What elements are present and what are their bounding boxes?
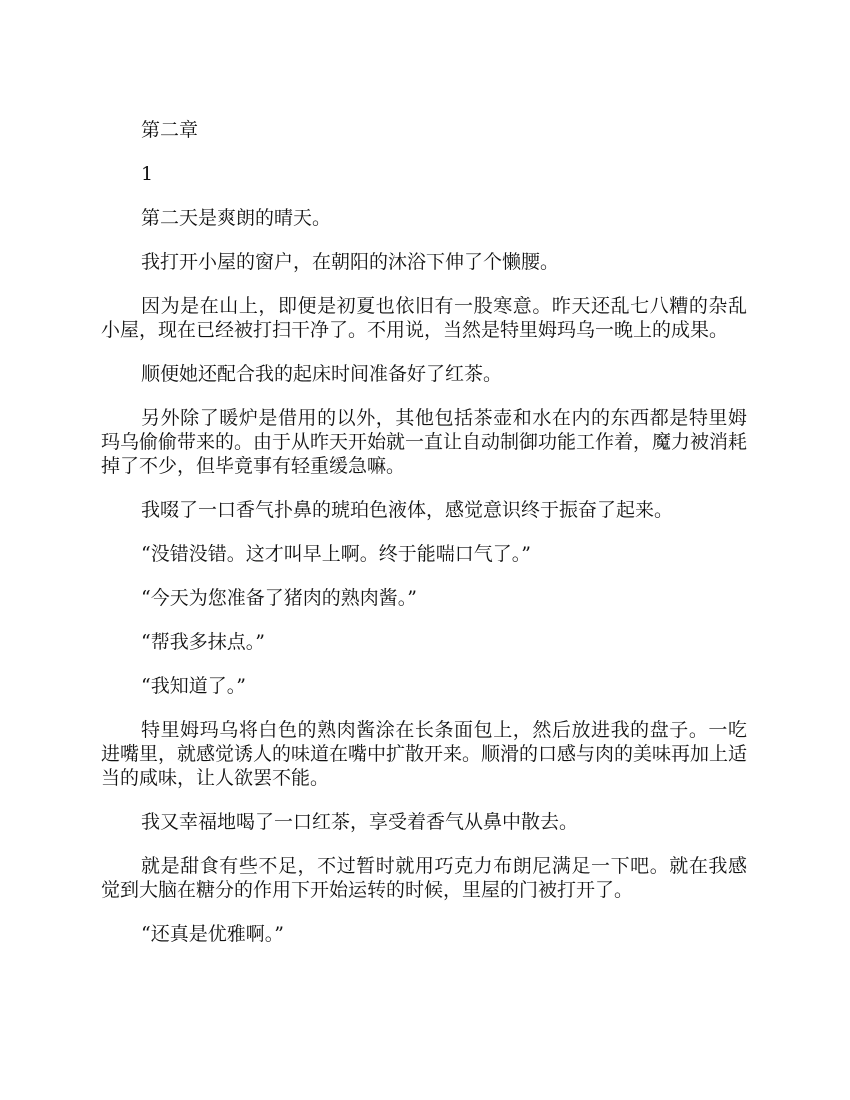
- paragraph: 因为是在山上，即便是初夏也依旧有一股寒意。昨天还乱七八糟的杂乱小屋，现在已经被打扫干净了。不用说，当然是特里姆玛乌一晚上的成果。: [101, 295, 747, 341]
- paragraph: 就是甜食有些不足，不过暂时就用巧克力布朗尼满足一下吧。就在我感觉到大脑在糖分的作用下开始运转的时候，里屋的门被打开了。: [101, 855, 747, 901]
- dialogue-line: “没错没错。这才叫早上啊。终于能喘口气了。”: [141, 543, 531, 565]
- chapter-title: 第二章: [141, 119, 199, 141]
- paragraph: 我打开小屋的窗户，在朝阳的沐浴下伸了个懒腰。: [141, 251, 560, 273]
- paragraph: 我啜了一口香气扑鼻的琥珀色液体，感觉意识终于振奋了起来。: [141, 499, 674, 521]
- paragraph: 顺便她还配合我的起床时间准备好了红茶。: [141, 363, 503, 385]
- paragraph: 特里姆玛乌将白色的熟肉酱涂在长条面包上，然后放进我的盘子。一吃进嘴里，就感觉诱人的味道在嘴中扩散开来。顺滑的口感与肉的美味再加上适当的咸味，让人欲罢不能。: [101, 719, 748, 789]
- dialogue-line: “还真是优雅啊。”: [141, 923, 284, 945]
- section-number: 1: [141, 163, 154, 185]
- paragraph: 另外除了暖炉是借用的以外，其他包括茶壶和水在内的东西都是特里姆玛乌偷偷带来的。由于从昨天开始就一直让自动制御功能工作着，魔力被消耗掉了不少，但毕竟事有轻重缓急嘛。: [101, 407, 748, 477]
- dialogue-line: “帮我多抹点。”: [141, 631, 265, 653]
- document-page: [101, 118, 747, 966]
- paragraph: 第二天是爽朗的晴天。: [141, 207, 332, 229]
- dialogue-line: “今天为您准备了猪肉的熟肉酱。”: [141, 587, 417, 609]
- paragraph: 我又幸福地喝了一口红茶，享受着香气从鼻中散去。: [141, 811, 579, 833]
- dialogue-line: “我知道了。”: [141, 675, 246, 697]
